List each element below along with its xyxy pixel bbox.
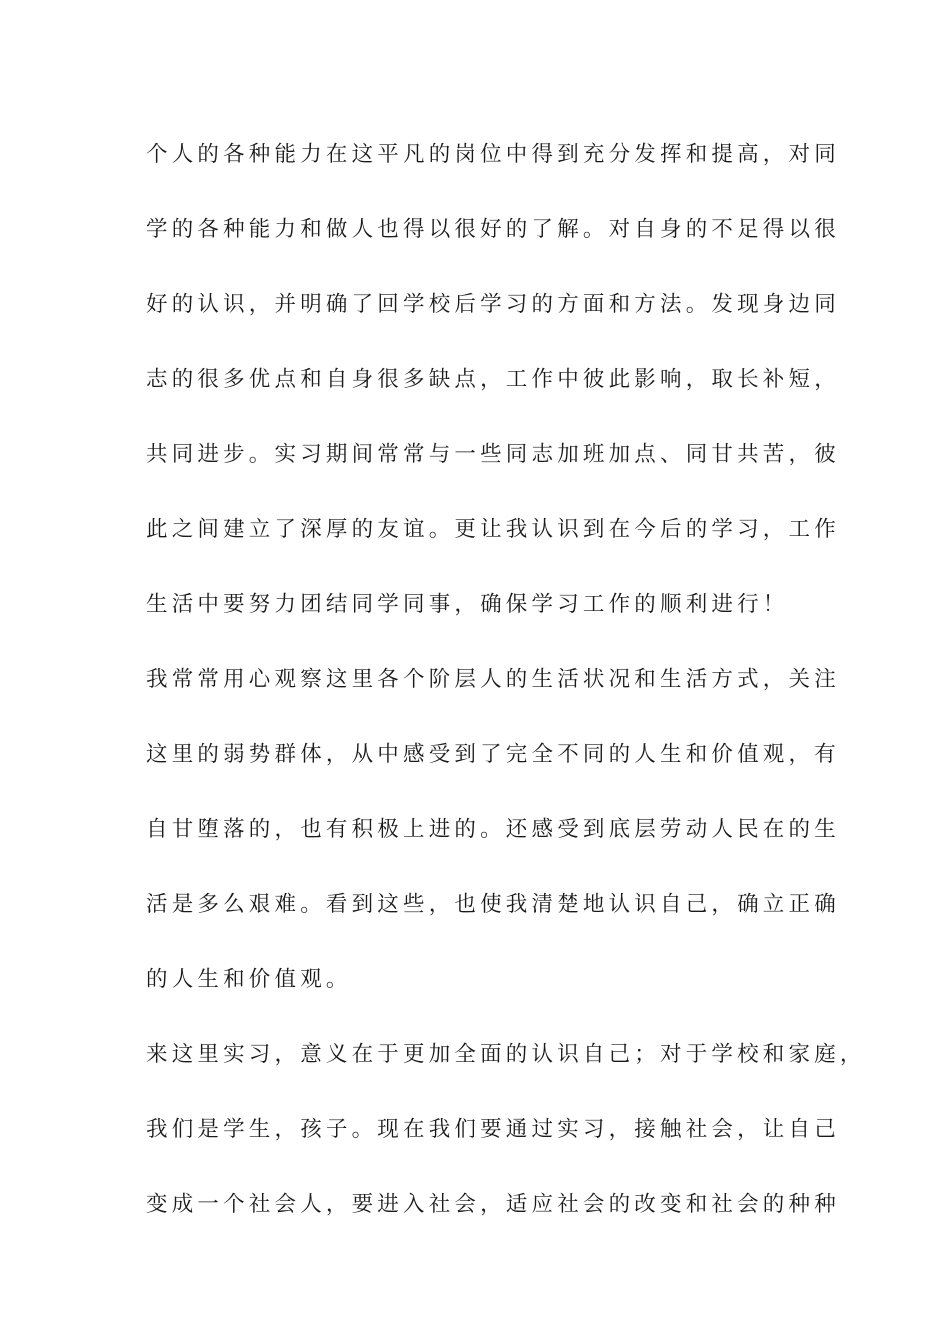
text-line: 活是多么艰难。看到这些，也使我清楚地认识自己，确立正确: [146, 892, 840, 917]
text-line: 志的很多优点和自身很多缺点，工作中彼此影响，取长补短，: [146, 367, 840, 392]
text-line: 来这里实习，意义在于更加全面的认识自己；对于学校和家庭，: [146, 1042, 866, 1067]
text-line: 我们是学生，孩子。现在我们要通过实习，接触社会，让自己: [146, 1117, 840, 1142]
text-line: 学的各种能力和做人也得以很好的了解。对自身的不足得以很: [146, 217, 840, 242]
text-line: 个人的各种能力在这平凡的岗位中得到充分发挥和提高，对同: [146, 142, 840, 167]
text-line: 自甘堕落的，也有积极上进的。还感受到底层劳动人民在的生: [146, 817, 840, 842]
text-line: 共同进步。实习期间常常与一些同志加班加点、同甘共苦，彼: [146, 442, 840, 467]
text-line: 变成一个社会人，要进入社会，适应社会的改变和社会的种种: [146, 1192, 840, 1217]
text-line: 这里的弱势群体，从中感受到了完全不同的人生和价值观，有: [146, 742, 840, 767]
text-line: 好的认识，并明确了回学校后学习的方面和方法。发现身边同: [146, 292, 840, 317]
text-line: 我常常用心观察这里各个阶层人的生活状况和生活方式，关注: [146, 667, 840, 692]
text-line: 此之间建立了深厚的友谊。更让我认识到在今后的学习，工作: [146, 517, 840, 542]
text-line: 的人生和价值观。: [146, 967, 352, 992]
body-text: [146, 117, 866, 1242]
text-line: 生活中要努力团结同学同事，确保学习工作的顺利进行！: [146, 592, 789, 617]
